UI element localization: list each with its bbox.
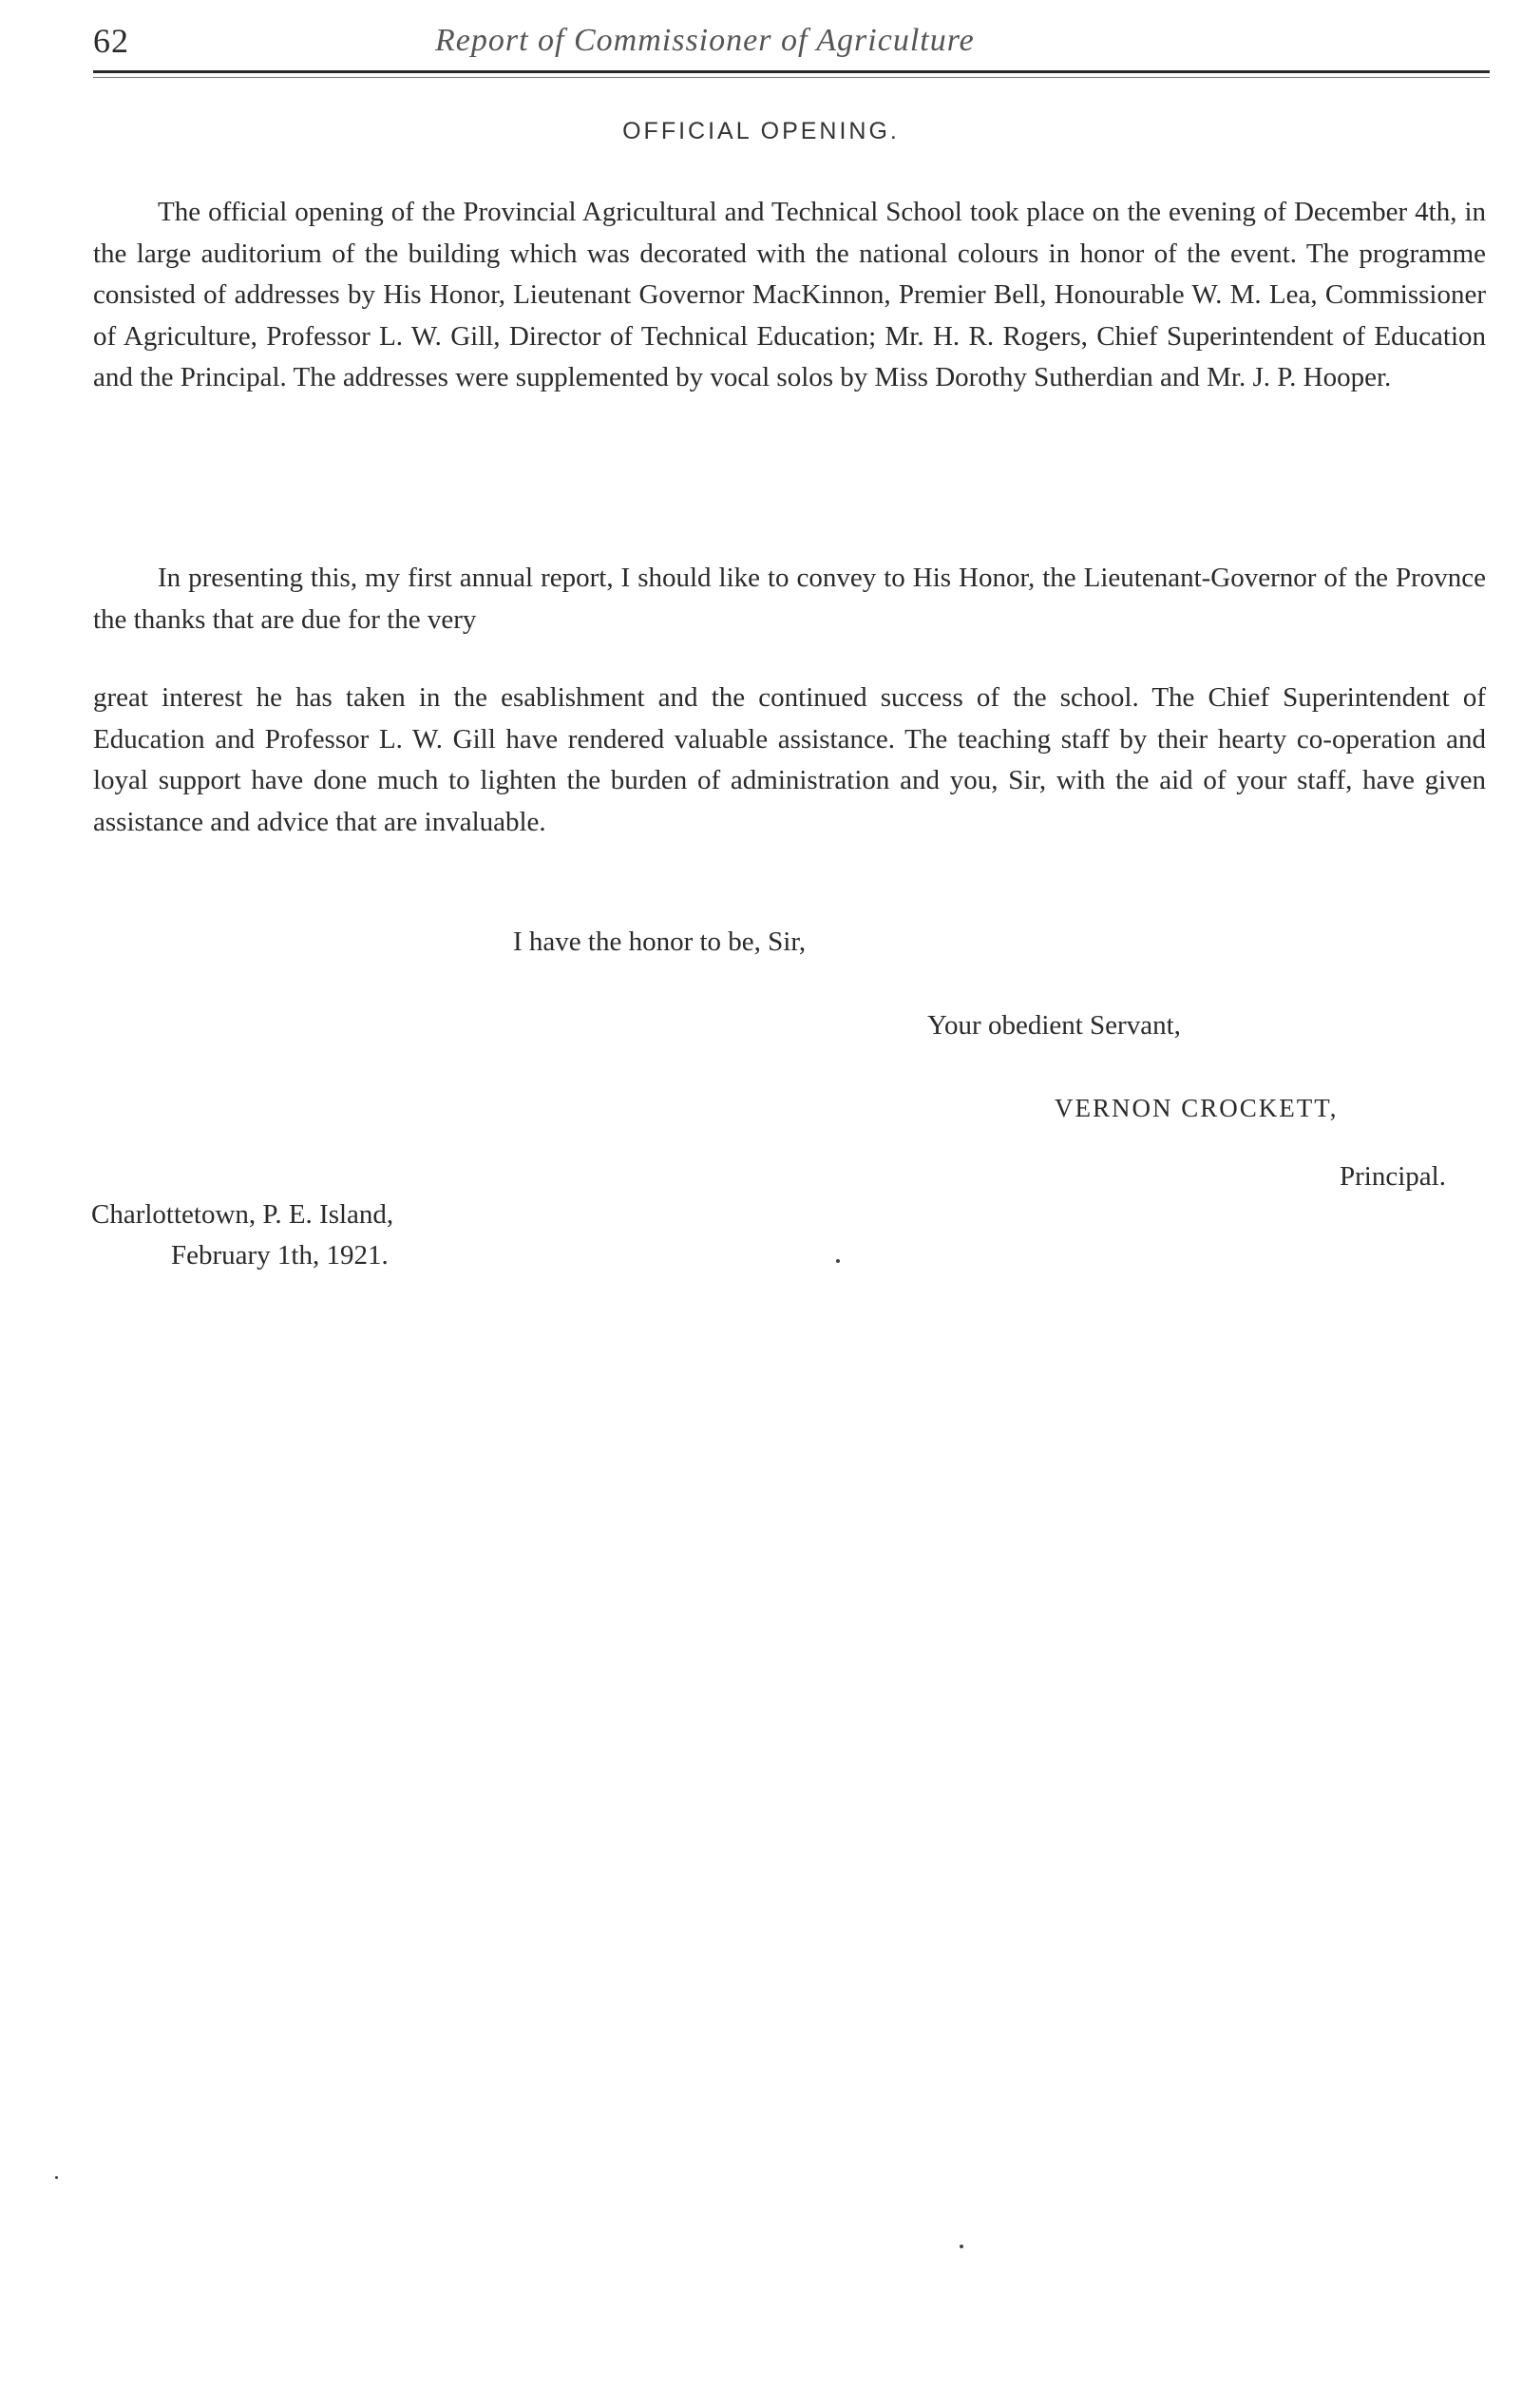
header-rule: [93, 70, 1490, 73]
body-paragraph-report: In presenting this, my first annual report, I should like to convey to His Honor, the Lieutenant-Governor of the Provnce the thanks that are due for the very: [93, 563, 1486, 635]
closing-line: I have the honor to be, Sir,: [513, 927, 807, 957]
section-heading: OFFICIAL OPENING.: [622, 118, 900, 144]
ink-speck: [960, 2245, 963, 2248]
ink-speck: [55, 2176, 58, 2179]
dateline-place: Charlottetown, P. E. Island,: [91, 1199, 394, 1230]
header-rule-secondary: [93, 77, 1490, 78]
page-header: [93, 21, 1490, 74]
body-paragraph-opening: The official opening of the Provincial Agricultural and Technical School took place on the evening of December 4th, in the large auditorium of the building which was decorated with the national colours in honor of the event. The programme consisted of addresses by His Honor, Lieutenant Governor MacKinnon, Premier Bell, Honourable W. M. Lea, Commissioner of Agriculture, Professor L. W. Gill, Director of Technical Education; Mr. H. R. Rogers, Chief Superintendent of Education and the Principal. The addresses were supplemented by vocal solos by Miss Dorothy Sutherdian and Mr. J. P. Hooper.: [93, 197, 1486, 392]
signatory-title: Principal.: [1340, 1161, 1446, 1192]
body-paragraph-continuation: great interest he has taken in the esablishment and the continued success of the school. The Chief Superintendent of Education and Professor L. W. Gill have rendered valuable assistance. The teaching staff by their hearty co-operation and loyal support have done much to lighten the burden of administration and you, Sir, with the aid of your staff, have given assistance and advice that are invaluable.: [93, 682, 1486, 837]
ink-speck: [836, 1259, 840, 1263]
page-number: 62: [93, 22, 129, 60]
valediction: Your obedient Servant,: [927, 1010, 1181, 1041]
running-title: Report of Commissioner of Agriculture: [435, 23, 975, 58]
signature: VERNON CROCKETT,: [1055, 1094, 1339, 1122]
dateline-date: February 1th, 1921.: [171, 1240, 389, 1271]
